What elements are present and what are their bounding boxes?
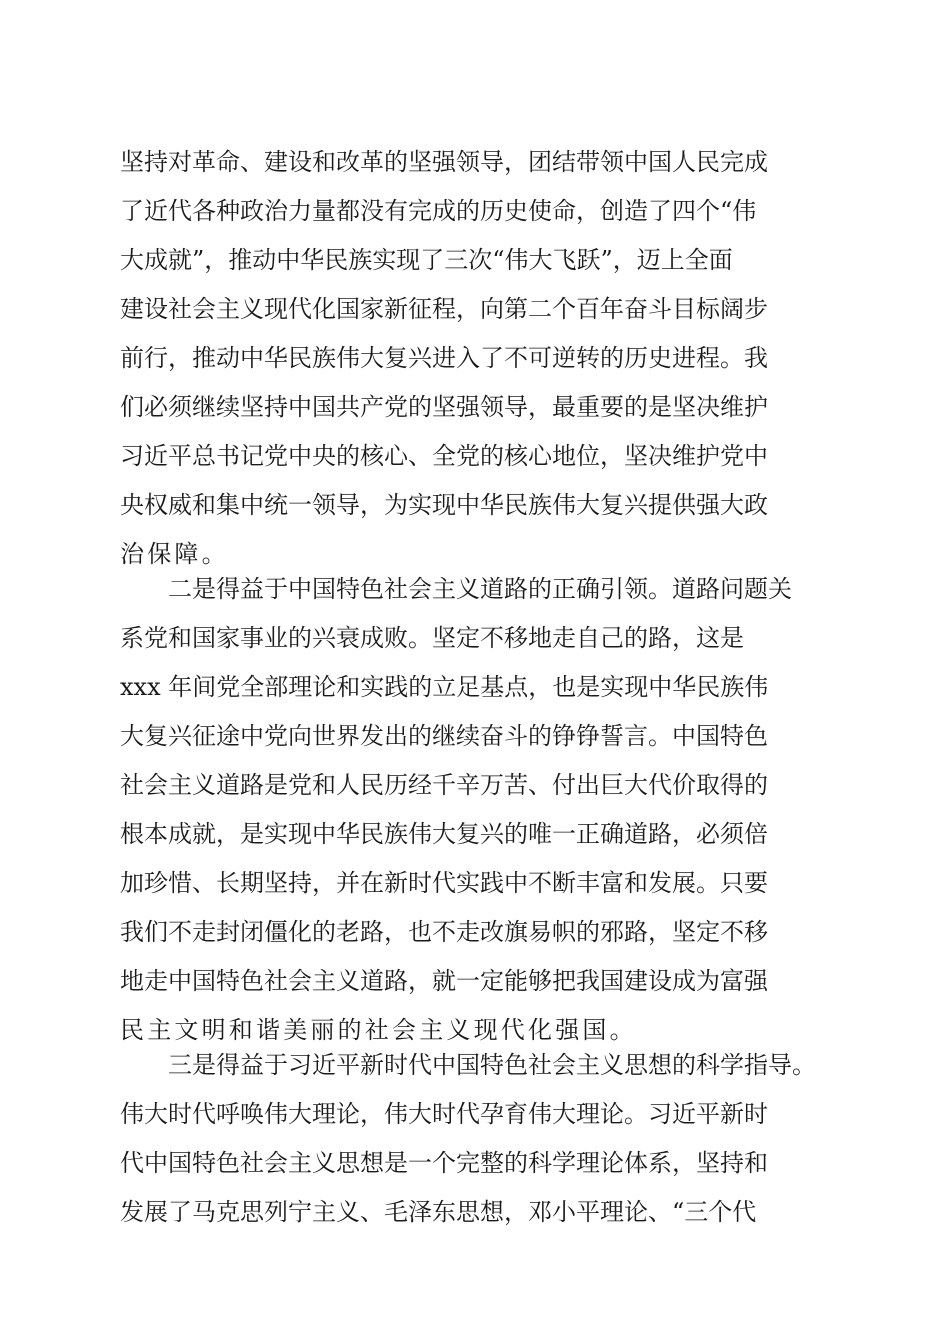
text-line: 民主文明和谐美丽的社会主义现代化强国。 (120, 1016, 637, 1044)
text-line: xxx 年间党全部理论和实践的立足基点，也是实现中华民族伟 (120, 673, 769, 701)
text-line: 我们不走封闭僵化的老路，也不走改旗易帜的邪路，坚定不移 (120, 918, 768, 946)
text-line: 了近代各种政治力量都没有完成的历史使命，创造了四个“伟 (120, 197, 757, 225)
text-line: 央权威和集中统一领导，为实现中华民族伟大复兴提供强大政 (120, 491, 768, 519)
paragraph-2-first-line: 二是得益于中国特色社会主义道路的正确引领。道路问题关 (168, 575, 792, 603)
text-line: 治保障。 (120, 540, 229, 568)
text-line: 大成就”，推动中华民族实现了三次“伟大飞跃”，迈上全面 (120, 246, 733, 274)
text-line: 发展了马克思列宁主义、毛泽东思想，邓小平理论、“三个代 (120, 1198, 757, 1226)
text-line: 伟大时代呼唤伟大理论，伟大时代孕育伟大理论。习近平新时 (120, 1100, 768, 1128)
text-line: 大复兴征途中党向世界发出的继续奋斗的铮铮誓言。中国特色 (120, 722, 768, 750)
text-line: 前行，推动中华民族伟大复兴进入了不可逆转的历史进程。我 (120, 344, 768, 372)
text-line: 系党和国家事业的兴衰成败。坚定不移地走自己的路，这是 (120, 624, 744, 652)
text-line: 坚持对革命、建设和改革的坚强领导，团结带领中国人民完成 (120, 148, 768, 176)
text-line: 地走中国特色社会主义道路，就一定能够把我国建设成为富强 (120, 967, 768, 995)
text-line: 代中国特色社会主义思想是一个完整的科学理论体系，坚持和 (120, 1149, 768, 1177)
text-line: 社会主义道路是党和人民历经千辛万苦、付出巨大代价取得的 (120, 771, 768, 799)
text-line: 习近平总书记党中央的核心、全党的核心地位，坚决维护党中 (120, 442, 768, 470)
text-line: 根本成就，是实现中华民族伟大复兴的唯一正确道路，必须倍 (120, 820, 768, 848)
text-line: 建设社会主义现代化国家新征程，向第二个百年奋斗目标阔步 (120, 295, 768, 323)
paragraph-3-first-line: 三是得益于习近平新时代中国特色社会主义思想的科学指导。 (168, 1051, 816, 1079)
text-line: 们必须继续坚持中国共产党的坚强领导，最重要的是坚决维护 (120, 393, 768, 421)
text-line: 加珍惜、长期坚持，并在新时代实践中不断丰富和发展。只要 (120, 869, 768, 897)
